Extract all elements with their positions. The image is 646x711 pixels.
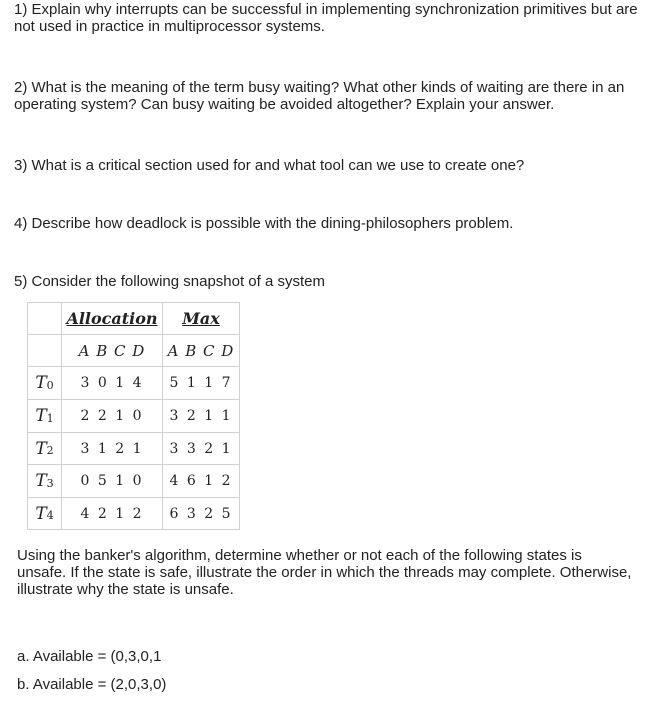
max-cell: 6 3 2 5 [163, 498, 240, 530]
allocation-cell: 4 2 1 2 [62, 498, 163, 530]
allocation-cell: 3 0 1 4 [62, 367, 163, 400]
max-subheader: A B C D [163, 335, 240, 367]
corner-cell [28, 335, 62, 367]
thread-label: T $_3$ [28, 465, 62, 498]
question-1: 1) Explain why interrupts can be successful in implementing synchronization primitives but are not used in practice in multiprocessor systems. [14, 1, 638, 35]
snapshot-table [27, 302, 240, 530]
allocation-cell: 3 1 2 1 [62, 433, 163, 465]
max-header: Max [163, 303, 240, 335]
question-4: 4) Describe how deadlock is possible with the dining-philosophers problem. [14, 215, 514, 232]
corner-cell [28, 303, 62, 335]
thread-label: T $_1$ [28, 400, 62, 433]
max-cell: 5 1 1 7 [163, 367, 240, 400]
option-a: a. Available = (0,3,0,1 [17, 648, 162, 665]
bankers-instructions: Using the banker's algorithm, determine whether or not each of the following states is unsafe. If the state is safe, illustrate the order in which the threads may complete. Otherwise, illustrate why the state is unsafe. [17, 547, 632, 598]
question-5: 5) Consider the following snapshot of a system [14, 273, 325, 290]
option-b: b. Available = (2,0,3,0) [17, 676, 167, 693]
thread-label: T $_4$ [28, 498, 62, 530]
allocation-subheader: A B C D [62, 335, 163, 367]
question-3: 3) What is a critical section used for and what tool can we use to create one? [14, 157, 525, 174]
max-cell: 3 2 1 1 [163, 400, 240, 433]
allocation-cell: 2 2 1 0 [62, 400, 163, 433]
allocation-cell: 0 5 1 0 [62, 465, 163, 498]
thread-label: T $_2$ [28, 433, 62, 465]
question-2: 2) What is the meaning of the term busy waiting? What other kinds of waiting are there in an operating system? Can busy waiting be avoided altogether? Explain your answer. [14, 79, 625, 113]
max-cell: 3 3 2 1 [163, 433, 240, 465]
max-cell: 4 6 1 2 [163, 465, 240, 498]
thread-label: T $_0$ [28, 367, 62, 400]
allocation-header: Allocation [62, 303, 163, 335]
